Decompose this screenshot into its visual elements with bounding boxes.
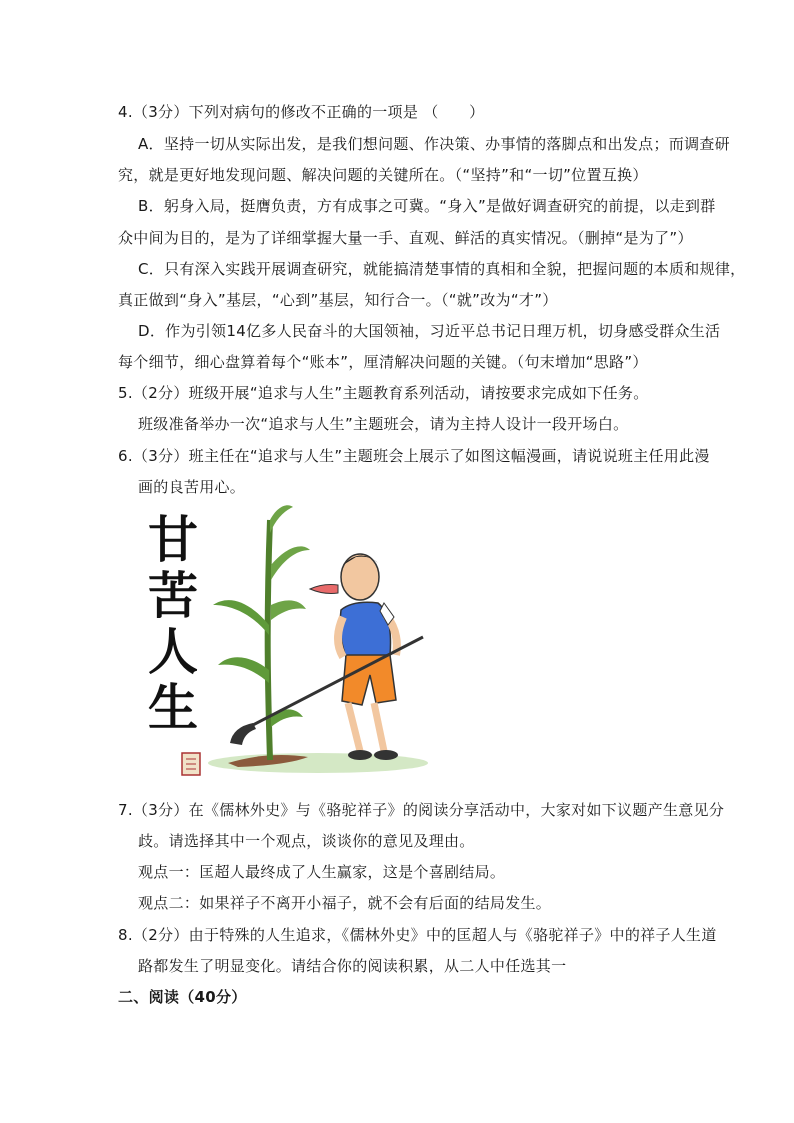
q4-option-d-line1: D．作为引领14亿多人民奋斗的大国领袖，习近平总书记日理万机，切身感受群众生活 [138,322,721,340]
cartoon-title-char-3: 人 [148,622,198,681]
q4-option-a-line2: 究，就是更好地发现问题、解决问题的关键所在。（“坚持”和“一切”位置互换） [118,166,648,184]
q4-option-c-line2: 真正做到“身入”基层，“心到”基层，知行合一。（“就”改为“才”） [118,291,558,309]
q4-option-b-line2: 众中间为目的，是为了详细掌握大量一手、直观、鲜活的真实情况。（删掉“是为了”） [118,229,693,247]
q4-option-d-line2: 每个细节，细心盘算着每个“账本”，厘清解决问题的关键。（句末增加“思路”） [118,353,648,371]
q4-stem: 4.（3分）下列对病句的修改不正确的一项是 （ ） [118,103,485,121]
q4-option-c-line1: C．只有深入实践开展调查研究，就能搞清楚事情的真相和全貌，把握问题的本质和规律， [138,260,746,278]
q5-stem: 5.（2分）班级开展“追求与人生”主题教育系列活动，请按要求完成如下任务。 [118,384,649,402]
q7-stem-line2: 歧。请选择其中一个观点，谈谈你的意见及理由。 [138,832,475,850]
q7-view2: 观点二：如果祥子不离开小福子，就不会有后面的结局发生。 [138,894,552,912]
q6-stem-line1: 6.（3分）班主任在“追求与人生”主题班会上展示了如图这幅漫画，请说说班主任用此漫 [118,447,710,465]
hoe-blade [230,723,256,745]
cartoon-image [138,505,438,790]
cartoon-title-char-4: 生 [148,678,198,737]
q8-stem-line1: 8.（2分）由于特殊的人生追求，《儒林外史》中的匡超人与《骆驼祥子》中的祥子人生道 [118,926,717,944]
q7-view1: 观点一：匡超人最终成了人生赢家，这是个喜剧结局。 [138,863,506,881]
cartoon-title-char-1: 甘 [148,510,198,569]
q5-task: 班级准备举办一次“追求与人生”主题班会，请为主持人设计一段开场白。 [138,415,629,433]
cartoon-title-char-2: 苦 [148,566,198,625]
q8-stem-line2: 路都发生了明显变化。请结合你的阅读积累，从二人中任选其一 [138,957,567,975]
q7-stem-line1: 7.（3分）在《儒林外史》与《骆驼祥子》的阅读分享活动中，大家对如下议题产生意见分 [118,801,725,819]
q4-option-b-line1: B．躬身入局，挺膺负责，方有成事之可冀。“身入”是做好调查研究的前提，以走到群 [138,197,716,215]
q4-option-a-line1: A．坚持一切从实际出发，是我们想问题、作决策、办事情的落脚点和出发点；而调查研 [138,135,730,153]
cartoon-title [148,510,215,737]
q6-stem-line2: 画的良苦用心。 [138,478,246,496]
section-heading: 二、阅读（40分） [118,988,247,1006]
